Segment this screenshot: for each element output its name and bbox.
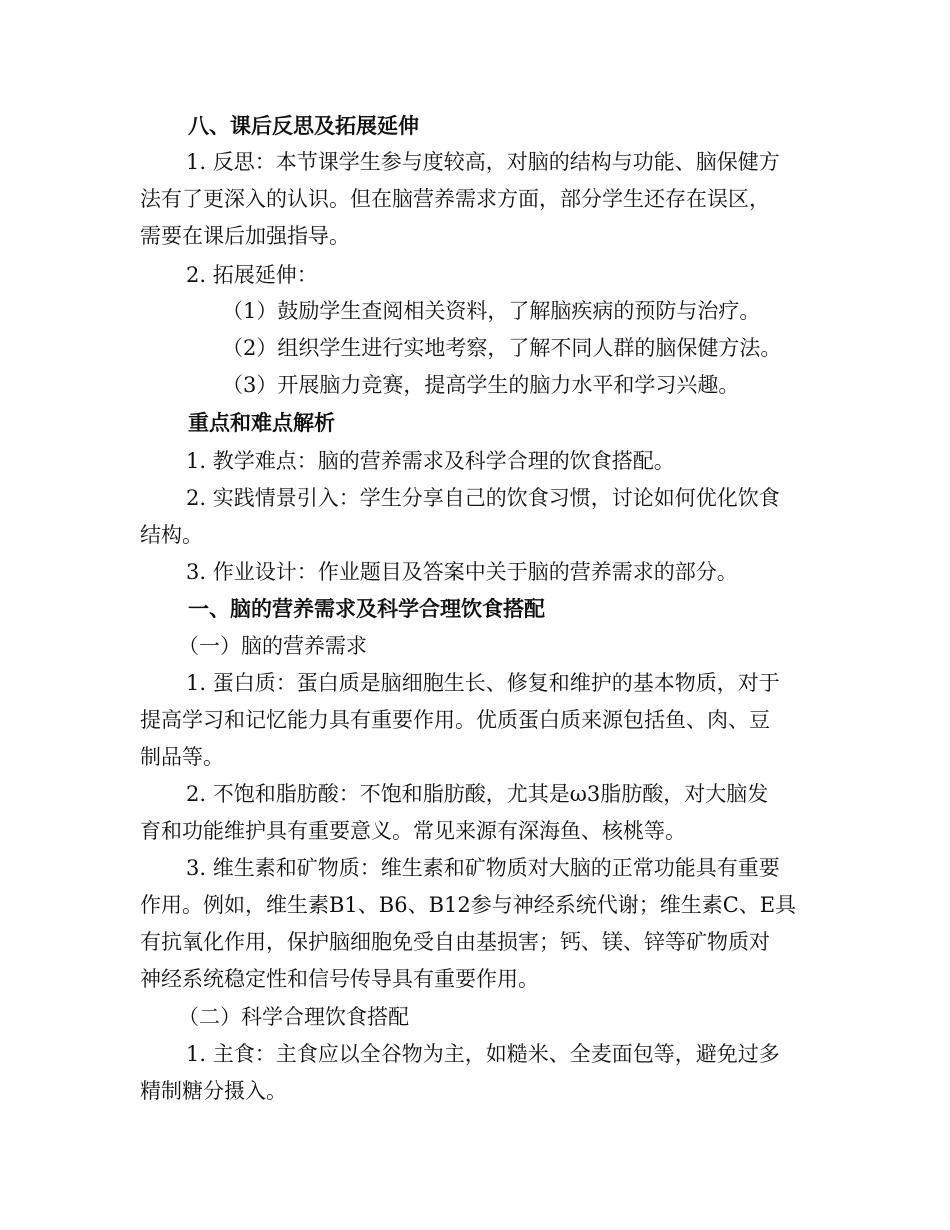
list-item: （3）开展脑力竞赛，提高学生的脑力水平和学习兴趣。 [222,373,740,397]
paragraph-line: 2. 拓展延伸： [186,263,318,287]
paragraph-line: 需要在课后加强指导。 [140,224,350,248]
paragraph-line: 2. 实践情景引入：学生分享自己的饮食习惯，讨论如何优化饮食 [186,486,780,510]
paragraph-line: 1. 蛋白质：蛋白质是脑细胞生长、修复和维护的基本物质，对于 [186,671,780,695]
section-heading: 重点和难点解析 [188,411,335,435]
paragraph-line: 结构。 [140,523,203,547]
paragraph-line: 作用。例如，维生素B1、B6、B12参与神经系统代谢；维生素C、E具 [140,893,797,917]
paragraph-line: 制品等。 [140,745,224,769]
paragraph-line: 神经系统稳定性和信号传导具有重要作用。 [140,967,539,991]
paragraph-line: 3. 维生素和矿物质：维生素和矿物质对大脑的正常功能具有重要 [186,856,780,880]
paragraph-line: 1. 反思：本节课学生参与度较高，对脑的结构与功能、脑保健方 [186,150,780,174]
list-item: （2）组织学生进行实地考察，了解不同人群的脑保健方法。 [222,336,782,360]
section-heading: 八、课后反思及拓展延伸 [188,114,419,138]
paragraph-line: 精制糖分摄入。 [140,1079,287,1103]
paragraph-line: 1. 教学难点：脑的营养需求及科学合理的饮食搭配。 [186,449,675,473]
paragraph-line: 3. 作业设计：作业题目及答案中关于脑的营养需求的部分。 [186,560,738,584]
paragraph-line: 1. 主食：主食应以全谷物为主，如糙米、全麦面包等，避免过多 [186,1042,780,1066]
paragraph-line: 提高学习和记忆能力具有重要作用。优质蛋白质来源包括鱼、肉、豆 [140,708,770,732]
paragraph-line: 有抗氧化作用，保护脑细胞免受自由基损害；钙、镁、锌等矿物质对 [140,930,770,954]
subsection-heading: （一）脑的营养需求 [178,634,367,658]
paragraph-line: 育和功能维护具有重要意义。常见来源有深海鱼、核桃等。 [140,819,686,843]
subsection-heading: （二）科学合理饮食搭配 [178,1005,409,1029]
section-heading: 一、脑的营养需求及科学合理饮食搭配 [188,597,545,621]
paragraph-line: 2. 不饱和脂肪酸：不饱和脂肪酸，尤其是ω3脂肪酸，对大脑发 [186,782,769,806]
list-item: （1）鼓励学生查阅相关资料，了解脑疾病的预防与治疗。 [222,299,761,323]
paragraph-line: 法有了更深入的认识。但在脑营养需求方面，部分学生还存在误区， [140,187,770,211]
